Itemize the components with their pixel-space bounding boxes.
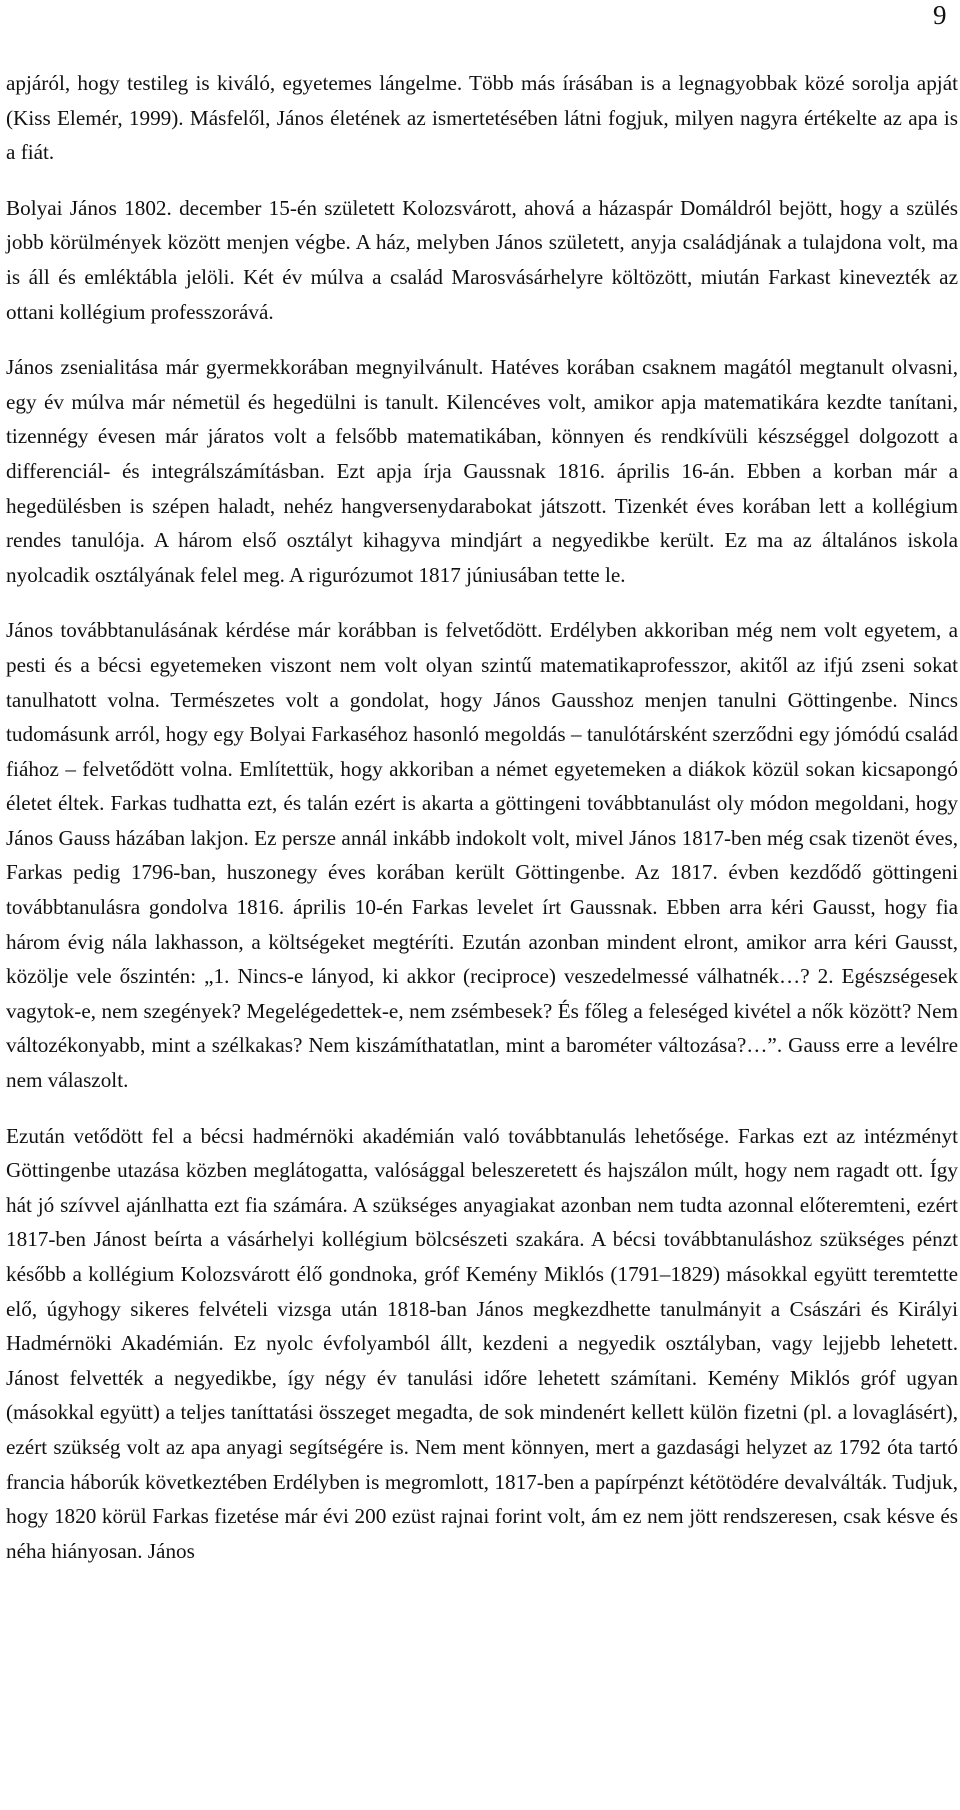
paragraph-1: apjáról, hogy testileg is kiváló, egyetemes lángelme. Több más írásában is a legnagyobbak közé sorolja apját (Kiss Elemér, 1999). Másfelől, János életének az ismertetésében látni fogjuk, milyen nagyra értékelte az apa is a fiát. [6,71,958,165]
paragraph-2: Bolyai János 1802. december 15-én született Kolozsvárott, ahová a házaspár Domáldról bejött, hogy a szülés jobb körülmények között menjen végbe. A ház, melyben János született, anyja családjának a tulajdona volt, ma is áll és emléktábla jelöli. Két év múlva a család Marosvásárhelyre költözött, miután Farkast kinevezték az ottani kollégium professzorává. [6,195,958,324]
paragraph-5: Ezután vetődött fel a bécsi hadmérnöki akadémián való továbbtanulás lehetősége. Farkas ezt az intézményt Göttingenbe utazása közben meglátogatta, valósággal beleszeretett és hajszálon múlt, hogy nem ragadt ott. Így hát jó szívvel ajánlhatta ezt fia számára. A szükséges anyagiakat azonban nem tudta azonnal előteremteni, ezért 1817-ben Jánost beírta a vásárhelyi kollégium bölcsészeti szakára. A bécsi továbbtanuláshoz szükséges pénzt később a kollégium Kolozsvárott élő gondnoka, gróf Kemény Miklós (1791–1829) másokkal együtt teremtette elő, úgyhogy sikeres felvételi vizsga után 1818-ban János megkezdhette tanulmányit a Császári és Királyi Hadmérnöki Akadémián. Ez nyolc évfolyamból állt, kezdeni a negyedik osztályban, vagy lejjebb lehetett. Jánost felvették a negyedikbe, így négy év tanulási időre lehetett számítani. Kemény Miklós gróf ugyan (másokkal együtt) a teljes taníttatási összeget megadta, de sok mindenért kellett külön fizetni (pl. a lovaglásért), ezért szükség volt az apa anyagi segítségére is. Nem ment könnyen, mert a gazdasági helyzet az 1792 óta tartó francia háborúk következtében Erdélyben is megromlott, 1817-ben a papírpénzt kétötödére devalválták. Tudjuk, hogy 1820 körül Farkas fizetése már évi 200 ezüst rajnai forint volt, ám ez nem jött rendszeresen, csak késve és néha hiányosan. János [6,1123,958,1563]
paragraph-3: János zsenialitása már gyermekkorában megnyilvánult. Hatéves korában csaknem magától megtanult olvasni, egy év múlva már németül és hegedülni is tanult. Kilencéves volt, amikor apja matematikára kezdte tanítani, tizennégy évesen már járatos volt a felsőbb matematikában, könnyen és rendkívüli készséggel dolgozott a differenciál- és integrálszámításban. Ezt apja írja Gaussnak 1816. április 16-án. Ebben a korban már a hegedülésben is szépen haladt, nehéz hangversenydarabokat játszott. Tizenkét éves korában lett a kollégium rendes tanulója. A három első osztályt kihagyva mindjárt a negyedikbe került. Ez ma az általános iskola nyolcadik osztályának felel meg. A rigurózumot 1817 júniusában tette le. [6,355,958,587]
paragraph-spacer [6,1098,958,1119]
paragraph-spacer [6,170,958,191]
document-body [6,66,958,1568]
paragraph-spacer [6,592,958,613]
page-number: 9 [933,0,947,30]
paragraph-spacer [6,329,958,350]
paragraph-4: János továbbtanulásának kérdése már korábban is felvetődött. Erdélyben akkoriban még nem volt egyetem, a pesti és a bécsi egyetemeken viszont nem volt olyan szintű matematikaprofesszor, akitől az ifjú zseni sokat tanulhatott volna. Természetes volt a gondolat, hogy János Gausshoz menjen tanulni Göttingenbe. Nincs tudomásunk arról, hogy egy Bolyai Farkaséhoz hasonló megoldás – tanulótársként szerződni egy jómódú család fiához – felvetődött volna. Említettük, hogy akkoriban a német egyetemeken a diákok közül sokan kicsapongó életet éltek. Farkas tudhatta ezt, és talán ezért is akarta a göttingeni továbbtanulást oly módon megoldani, hogy János Gauss házában lakjon. Ez persze annál inkább indokolt volt, mivel János 1817-ben még csak tizenöt éves, Farkas pedig 1796-ban, huszonegy éves korában került Göttingenbe. Az 1817. évben kezdődő göttingeni továbbtanulásra gondolva 1816. április 10-én Farkas levelet írt Gaussnak. Ebben arra kéri Gausst, hogy fia három évig nála lakhasson, a költségeket megtéríti. Ezután azonban mindent elront, amikor arra kéri Gausst, közölje vele őszintén: „1. Nincs-e lányod, ki akkor (reciproce) veszedelmessé válhatnék…? 2. Egészségesek vagytok-e, nem szegények? Megelégedettek-e, nem zsémbesek? És főleg a feleséged kivétel a nők között? Nem változékonyabb, mint a szélkakas? Nem kiszámíthatatlan, mint a barométer változása?…”. Gauss erre a levélre nem válaszolt. [6,618,958,1093]
